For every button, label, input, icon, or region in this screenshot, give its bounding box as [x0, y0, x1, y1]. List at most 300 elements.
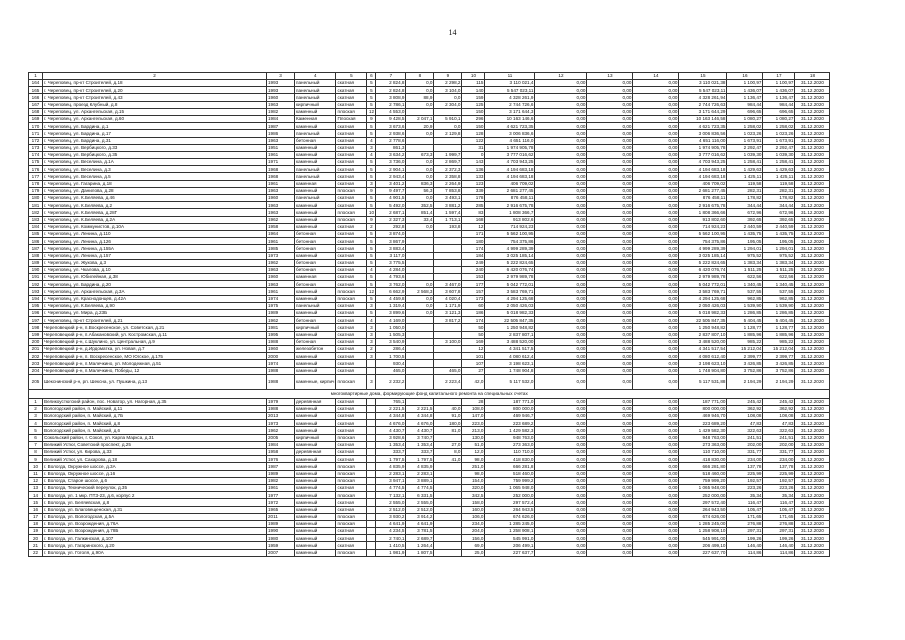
- table-cell: 31.12.2020: [795, 520, 830, 527]
- table-cell: 3 006 836,6: [485, 130, 535, 137]
- table-cell: 31.12.2020: [795, 87, 830, 94]
- table-cell: панельный: [295, 166, 336, 173]
- table-cell: 51,0: [462, 441, 485, 448]
- table-cell: 0,00: [633, 281, 679, 288]
- table-cell: 1 128,77: [763, 324, 795, 331]
- table-cell: 0,00: [587, 434, 633, 441]
- table-cell: 0,00: [633, 238, 679, 245]
- table-cell: [367, 477, 376, 484]
- table-cell: 2 399,77: [763, 353, 795, 360]
- table-cell: 195,05: [727, 238, 763, 245]
- table-cell: 206 499,10: [679, 542, 727, 549]
- table-cell: [434, 463, 462, 470]
- table-cell: 0,00: [633, 295, 679, 302]
- table-cell: бетонная: [295, 317, 336, 324]
- table-cell: скатная: [336, 449, 367, 456]
- table-cell: 31.12.2020: [795, 252, 830, 259]
- table-cell: 31.12.2020: [795, 259, 830, 266]
- table-cell: скатная: [336, 151, 367, 158]
- table-cell: 5: [367, 230, 376, 237]
- table-cell: [367, 434, 376, 441]
- table-cell: 3: [367, 324, 376, 331]
- table-cell: 0,0: [406, 173, 434, 180]
- table-cell: 352,5: [406, 202, 434, 209]
- table-cell: 0,00: [633, 331, 679, 338]
- table-cell: 186: [462, 310, 485, 317]
- table-cell: 200: [29, 338, 43, 345]
- table-cell: 31.12.2020: [795, 80, 830, 87]
- table-cell: 800 000,0: [485, 405, 535, 412]
- table-cell: 31.12.2020: [795, 513, 830, 520]
- table-cell: 21: [29, 542, 43, 549]
- table-cell: 0,00: [633, 499, 679, 506]
- table-cell: 7 853,8: [434, 187, 462, 194]
- table-cell: 146,40: [763, 542, 795, 549]
- table-row: [29, 94, 830, 101]
- table-cell: каменный: [295, 367, 336, 374]
- table-cell: 171: [462, 230, 485, 237]
- table-cell: бетонная: [295, 230, 336, 237]
- table-cell: 1984: [267, 441, 295, 448]
- table-cell: 3: [367, 338, 376, 345]
- table-cell: скатная: [336, 302, 367, 309]
- table-cell: г. Череповец, ул. Ленина, д.155А: [43, 245, 267, 252]
- table-cell: г. Вологда, Старое шоссе, д.6: [43, 477, 267, 484]
- table-cell: [367, 484, 376, 491]
- table-cell: 3 198 623,1: [485, 360, 535, 367]
- table-cell: 47,83: [763, 420, 795, 427]
- table-cell: 3 006 836,56: [679, 130, 727, 137]
- table-cell: 202,00: [727, 441, 763, 448]
- table-cell: 0,00: [633, 310, 679, 317]
- table-cell: 4 459,8: [376, 295, 406, 302]
- table-cell: 2 904,1: [376, 166, 406, 173]
- table-cell: каменный: [295, 477, 336, 484]
- table-cell: 31.12.2020: [795, 413, 830, 420]
- table-cell: 199,26: [727, 535, 763, 542]
- table-cell: 5 117 531,88: [679, 374, 727, 389]
- table-cell: 9: [434, 73, 462, 80]
- table-cell: 0,0: [406, 195, 434, 202]
- table-cell: 3 426,85: [727, 360, 763, 367]
- table-cell: 3 583 769,71: [679, 288, 727, 295]
- table-cell: 696,65: [763, 108, 795, 115]
- table-cell: 4 430,7: [376, 427, 406, 434]
- table-cell: 0,00: [535, 101, 587, 108]
- table-cell: [434, 137, 462, 144]
- table-cell: [367, 463, 376, 470]
- table-cell: 0,00: [633, 144, 679, 151]
- table-cell: 193: [29, 288, 43, 295]
- table-cell: 181: [29, 202, 43, 209]
- table-cell: 20: [29, 535, 43, 542]
- table-cell: 1 435,75: [763, 230, 795, 237]
- table-cell: 0,00: [535, 173, 587, 180]
- table-cell: 3 171 644,29: [679, 108, 727, 115]
- table-cell: 2 979 989,78: [485, 274, 535, 281]
- table-cell: 1 539,90: [727, 302, 763, 309]
- table-cell: 98,0: [462, 470, 485, 477]
- table-cell: 150: [462, 108, 485, 115]
- table-cell: 3 493,1: [434, 195, 462, 202]
- table-cell: [434, 274, 462, 281]
- table-cell: 31.12.2020: [795, 434, 830, 441]
- table-cell: 1988: [267, 405, 295, 412]
- table-cell: 0,00: [587, 353, 633, 360]
- table-cell: 202: [29, 353, 43, 360]
- table-cell: 147,0: [462, 413, 485, 420]
- table-cell: 0,00: [587, 484, 633, 491]
- table-cell: [434, 513, 462, 520]
- table-cell: 1988: [267, 367, 295, 374]
- table-cell: 0,00: [535, 398, 587, 405]
- table-cell: 1973: [267, 420, 295, 427]
- table-cell: бетонная: [295, 137, 336, 144]
- table-cell: 0,00: [633, 108, 679, 115]
- table-cell: 2 786,1: [376, 101, 406, 108]
- table-cell: 2 916 675,78: [485, 202, 535, 209]
- table-cell: 1 171,9: [434, 302, 462, 309]
- table-cell: скатная: [336, 484, 367, 491]
- table-cell: 985,22: [763, 338, 795, 345]
- table-cell: 0,00: [535, 144, 587, 151]
- table-cell: каменный: [295, 413, 336, 420]
- table-cell: 143: [462, 159, 485, 166]
- table-cell: бетонная: [295, 338, 336, 345]
- table-cell: 108,0: [462, 405, 485, 412]
- table-cell: 1984: [267, 115, 295, 122]
- table-cell: 252 000,00: [679, 492, 727, 499]
- table-row: [29, 173, 830, 180]
- table-cell: 169: [462, 338, 485, 345]
- table-cell: [434, 238, 462, 245]
- table-cell: [434, 266, 462, 273]
- table-cell: 0,00: [587, 441, 633, 448]
- table-cell: 204: [29, 367, 43, 374]
- table-cell: 0,00: [535, 259, 587, 266]
- table-cell: 2 399,77: [727, 353, 763, 360]
- table-cell: 227 637,7: [485, 549, 535, 556]
- table-cell: 0,00: [535, 405, 587, 412]
- table-cell: 264 943,50: [679, 506, 727, 513]
- table-row: [29, 420, 830, 427]
- table-cell: 190: [29, 266, 43, 273]
- table-row: [29, 317, 830, 324]
- table-cell: 2 824,8: [376, 87, 406, 94]
- table-cell: 2: [367, 223, 376, 230]
- table-cell: [406, 345, 434, 352]
- table-cell: 178,82: [727, 195, 763, 202]
- table-cell: 201: [29, 345, 43, 352]
- table-cell: 282,31: [763, 187, 795, 194]
- table-cell: каменный: [295, 405, 336, 412]
- table-cell: 0,00: [535, 456, 587, 463]
- table-cell: 4 553,0: [376, 108, 406, 115]
- table-cell: Великий Устюг, Советский проспект, д.25: [43, 441, 267, 448]
- table-cell: [406, 338, 434, 345]
- table-cell: 285: [462, 202, 485, 209]
- table-cell: 1964: [267, 230, 295, 237]
- table-cell: 31.12.2020: [795, 427, 830, 434]
- table-row: [29, 151, 830, 158]
- table-cell: 0,00: [535, 353, 587, 360]
- table-cell: 0,00: [587, 202, 633, 209]
- table-cell: 2011: [267, 513, 295, 520]
- table-cell: г. Череповец, ул. Ленина, д.157: [43, 252, 267, 259]
- table-cell: 1962: [267, 317, 295, 324]
- table-cell: 4 999 289,39: [679, 245, 727, 252]
- table-cell: 0,00: [587, 151, 633, 158]
- table-cell: 0,00: [535, 374, 587, 389]
- table-cell: 2 689,7: [406, 535, 434, 542]
- table-cell: 0,00: [535, 338, 587, 345]
- table-cell: 674 626,00: [679, 513, 727, 520]
- table-cell: 252 000,0: [485, 492, 535, 499]
- table-cell: 2 194,29: [727, 374, 763, 389]
- table-cell: 1989: [267, 310, 295, 317]
- table-cell: 0,00: [587, 223, 633, 230]
- table-cell: 3 740,7: [406, 434, 434, 441]
- table-cell: скатная: [336, 80, 367, 87]
- table-cell: 0,00: [633, 549, 679, 556]
- table-cell: 342,5: [462, 492, 485, 499]
- table-cell: 175: [29, 159, 43, 166]
- table-cell: 31.12.2020: [795, 456, 830, 463]
- table-cell: скатная: [336, 420, 367, 427]
- table-cell: 0,00: [633, 513, 679, 520]
- table-cell: 199: [29, 331, 43, 338]
- table-cell: Великий Устюг, ул. Сахарова, д.18: [43, 456, 267, 463]
- table-cell: 876 458,11: [679, 195, 727, 202]
- table-cell: 7: [376, 73, 406, 80]
- table-cell: 0,00: [587, 130, 633, 137]
- table-cell: 206 499,1: [485, 542, 535, 549]
- table-cell: скатная: [336, 528, 367, 535]
- table-cell: 0,00: [587, 345, 633, 352]
- table-cell: скатная: [336, 331, 367, 338]
- table-cell: 31.12.2020: [795, 542, 830, 549]
- table-cell: 9: [29, 456, 43, 463]
- table-cell: 0,00: [633, 202, 679, 209]
- table-cell: скатная: [336, 506, 367, 513]
- table-cell: плоская: [336, 216, 367, 223]
- table-row: [29, 456, 830, 463]
- table-cell: 2 681 277,45: [485, 187, 535, 194]
- table-cell: 406 709,02: [485, 180, 535, 187]
- table-cell: 1 285 245,0: [485, 520, 535, 527]
- table-cell: 56,3: [406, 187, 434, 194]
- table-cell: 6 420 076,74: [679, 266, 727, 273]
- table-cell: 1968: [267, 173, 295, 180]
- table-cell: 0,00: [587, 180, 633, 187]
- table-cell: [434, 108, 462, 115]
- table-cell: 1 885,96: [763, 331, 795, 338]
- table-row: [29, 477, 830, 484]
- table-cell: скатная: [336, 441, 367, 448]
- table-cell: 0,00: [587, 449, 633, 456]
- table-cell: 2 372,3: [434, 166, 462, 173]
- table-cell: 1963: [267, 101, 295, 108]
- table-cell: 320,0: [462, 484, 485, 491]
- table-cell: 0,00: [535, 331, 587, 338]
- table-cell: 0,00: [535, 427, 587, 434]
- table-cell: 180: [29, 195, 43, 202]
- table-cell: 189: [29, 259, 43, 266]
- table-cell: 166: [29, 94, 43, 101]
- table-cell: 0,00: [633, 137, 679, 144]
- table-cell: 31.12.2020: [795, 223, 830, 230]
- table-cell: 50: [462, 324, 485, 331]
- table-cell: г. Вологда, ул. 1 мкр. ПТЗ-23, д.6, корпус 2: [43, 492, 267, 499]
- table-cell: 0,00: [535, 216, 587, 223]
- table-cell: 31.12.2020: [795, 310, 830, 317]
- table-cell: 223,26: [727, 484, 763, 491]
- table-cell: 4 651 116,00: [679, 137, 727, 144]
- table-cell: 192,57: [763, 477, 795, 484]
- table-cell: 406 709,02: [679, 180, 727, 187]
- table-cell: [434, 499, 462, 506]
- table-cell: 0,00: [587, 274, 633, 281]
- table-cell: 948 763,0: [485, 434, 535, 441]
- table-cell: г. Череповец, ул. К.Беляева, д.46: [43, 195, 267, 202]
- table-cell: 297 572,4: [485, 499, 535, 506]
- table-cell: 1 713,1: [434, 216, 462, 223]
- table-cell: 1 353,4: [376, 441, 406, 448]
- table-cell: 0,00: [633, 195, 679, 202]
- table-cell: 31.12.2020: [795, 441, 830, 448]
- table-cell: 4 676,0: [376, 420, 406, 427]
- table-cell: 4 328 261,9: [485, 94, 535, 101]
- table-cell: 5 562 100,95: [485, 230, 535, 237]
- table-cell: 1 264,4: [406, 542, 434, 549]
- table-cell: 2 264,9: [434, 180, 462, 187]
- table-cell: 2 979 989,78: [679, 274, 727, 281]
- table-cell: панельный: [295, 195, 336, 202]
- table-cell: г. Череповец, пр-кт Строителей, д.43: [43, 94, 267, 101]
- table-cell: 187: [29, 245, 43, 252]
- table-cell: 0,00: [633, 187, 679, 194]
- table-cell: г. Вологда, ул. Возрождения, д.78Б: [43, 528, 267, 535]
- table-cell: 16: [29, 506, 43, 513]
- table-cell: 4: [29, 420, 43, 427]
- table-cell: 5 222 824,65: [679, 259, 727, 266]
- table-cell: скатная: [336, 456, 367, 463]
- table-cell: 0,00: [633, 324, 679, 331]
- table-cell: 282,31: [727, 187, 763, 194]
- table-cell: 5: [367, 123, 376, 130]
- table-cell: г. Череповец, ул. Коммунистов, д.10А: [43, 223, 267, 230]
- table-cell: 171,65: [727, 513, 763, 520]
- table-cell: 168: [462, 216, 485, 223]
- table-cell: 0,00: [587, 288, 633, 295]
- table-cell: 2 837 807,1: [485, 331, 535, 338]
- table-cell: 165: [29, 87, 43, 94]
- table-cell: 1 797,5: [406, 456, 434, 463]
- table-cell: 273 363,00: [679, 441, 727, 448]
- table-cell: 31.12.2020: [795, 374, 830, 389]
- table-cell: 0,00: [633, 427, 679, 434]
- table-cell: 0,00: [535, 360, 587, 367]
- table-cell: скатная: [336, 413, 367, 420]
- table-cell: 125: [462, 101, 485, 108]
- table-cell: 31.12.2020: [795, 288, 830, 295]
- table-cell: 9: [367, 115, 376, 122]
- table-cell: каменный: [295, 520, 336, 527]
- table-cell: 3 634,2: [376, 151, 406, 158]
- table-row: [29, 427, 830, 434]
- table-cell: 116,47: [763, 499, 795, 506]
- table-cell: 11: [485, 73, 535, 80]
- table-cell: деревянная: [295, 449, 336, 456]
- table-cell: 4 294 125,68: [485, 295, 535, 302]
- table-cell: 1963: [267, 202, 295, 209]
- table-cell: 174: [462, 317, 485, 324]
- table-cell: 1 340,45: [763, 281, 795, 288]
- table-cell: 0,00: [587, 245, 633, 252]
- table-cell: 60: [462, 302, 485, 309]
- table-cell: 2 869,7: [434, 159, 462, 166]
- table-cell: 0,00: [535, 420, 587, 427]
- table-cell: 188: [29, 252, 43, 259]
- table-header-row: [29, 73, 830, 80]
- table-cell: 962,85: [763, 295, 795, 302]
- table-cell: 1 340,45: [727, 281, 763, 288]
- table-cell: 180: [462, 238, 485, 245]
- table-cell: 0,00: [587, 549, 633, 556]
- table-cell: 3 104,0: [434, 87, 462, 94]
- table-cell: 3: [367, 331, 376, 338]
- table-cell: 0,00: [535, 195, 587, 202]
- table-cell: 5: [367, 274, 376, 281]
- table-cell: 1963: [267, 281, 295, 288]
- table-cell: 1 080,27: [727, 115, 763, 122]
- table-cell: каменный: [295, 513, 336, 520]
- table-cell: 16: [727, 73, 763, 80]
- table-cell: 0,00: [633, 434, 679, 441]
- table-cell: 1 539,90: [763, 302, 795, 309]
- table-cell: 31.12.2020: [795, 137, 830, 144]
- table-cell: 0,00: [535, 209, 587, 216]
- table-cell: [406, 259, 434, 266]
- table-cell: [406, 324, 434, 331]
- table-cell: 122: [462, 137, 485, 144]
- table-cell: 273 363,0: [485, 441, 535, 448]
- table-cell: 164: [29, 80, 43, 87]
- table-cell: 1987: [267, 463, 295, 470]
- table-cell: 0,00: [535, 470, 587, 477]
- table-cell: 5: [367, 195, 376, 202]
- table-cell: 251,0: [462, 463, 485, 470]
- table-cell: 9 497,7: [376, 187, 406, 194]
- table-cell: г. Череповец, ул. К.Беляева, д.90: [43, 302, 267, 309]
- table-cell: 518 460,00: [679, 470, 727, 477]
- table-cell: 0,00: [633, 266, 679, 273]
- table-cell: скатная: [336, 367, 367, 374]
- table-cell: 33,4: [406, 216, 434, 223]
- table-cell: 0,00: [633, 542, 679, 549]
- table-cell: 4 080 612,40: [679, 353, 727, 360]
- table-cell: 42,0: [462, 374, 485, 389]
- table-cell: 13: [587, 73, 633, 80]
- table-cell: плоская: [336, 209, 367, 216]
- table-cell: 1 807,5: [406, 549, 434, 556]
- table-cell: Каменная: [295, 115, 336, 122]
- table-cell: 4 621 723,35: [679, 123, 727, 130]
- table-cell: 3 488 520,00: [485, 338, 535, 345]
- table-cell: скатная: [336, 130, 367, 137]
- table-cell: 537,55: [727, 288, 763, 295]
- table-cell: 245,42: [727, 398, 763, 405]
